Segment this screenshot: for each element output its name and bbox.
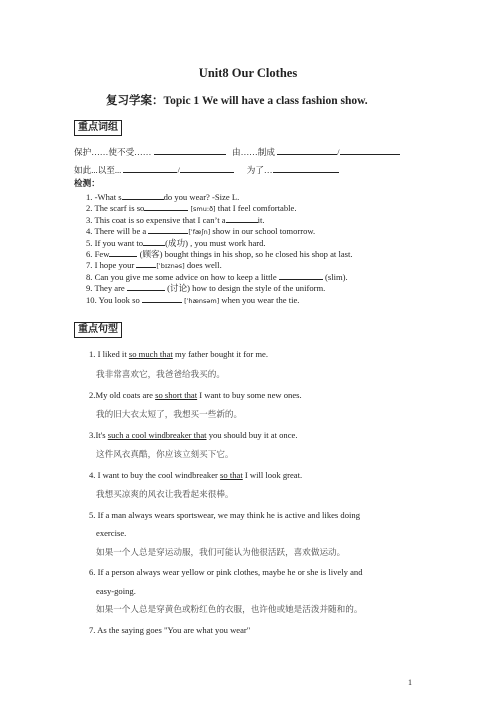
sentence-5-translation: 如果一个人总是穿运动服，我们可能认为他很活跃，喜欢做运动。 xyxy=(96,547,346,557)
exercise-item-10: 10. You look so [ˈhænsəm] when you wear the tie. xyxy=(86,295,300,305)
exercise-item-5: 5. If you want to (成功) , you must work hard. xyxy=(86,238,266,248)
sentence-4: 4. I want to buy the cool windbreaker so that I will look great. xyxy=(89,470,303,480)
phrase-row-2 xyxy=(74,163,339,176)
phrase-so-that: 如此...以至... xyxy=(74,165,122,175)
sentence-4-translation: 我想买凉爽的风衣让我看起来很棒。 xyxy=(96,489,234,499)
page-title: Unit8 Our Clothes xyxy=(198,66,298,80)
section-label-key-sentences: 重点句型 xyxy=(74,322,122,338)
slash: / xyxy=(337,147,340,157)
sentence-7: 7. As the saying goes "You are what you wear" xyxy=(89,625,251,635)
phrase-in-order-to: 为了… xyxy=(246,165,273,175)
blank xyxy=(154,145,226,155)
blank xyxy=(123,163,180,175)
sentence-2-translation: 我的旧大衣太短了，我想买一些新的。 xyxy=(96,409,243,419)
phrase-row-1 xyxy=(74,145,400,158)
exercise-item-8: 8. Can you give me some advice on how to keep a little (slim). xyxy=(86,272,348,282)
exercise-item-2: 2. The scarf is so [smu:ð] that I feel comfortable. xyxy=(86,203,297,213)
exercise-item-4: 4. There will be a [ˈfæʃn] show in our school tomorrow. xyxy=(86,226,316,236)
blank xyxy=(180,163,234,173)
exercise-item-1: 1. -What s do you wear? -Size L. xyxy=(86,192,240,202)
phrase-made-of: 由……制成 xyxy=(231,147,275,157)
section-label-key-phrases: 重点词组 xyxy=(74,120,122,136)
sentence-6-translation: 如果一个人总是穿黄色或粉红色的衣服，也许他或她是活泼并随和的。 xyxy=(96,604,363,614)
sentence-3: 3.It's such a cool windbreaker that you should buy it at once. xyxy=(89,430,298,440)
subtitle-topic: Topic 1 We will have a class fashion show. xyxy=(163,95,368,107)
page-number: 1 xyxy=(408,678,412,687)
exercise-item-7: 7. I hope your [ˈbɪznəs] does well. xyxy=(86,260,222,270)
subtitle-prefix: 复习学案： xyxy=(106,95,164,107)
phrase-protect: 保护……使不受…… xyxy=(74,147,152,157)
sentence-5: 5. If a man always wears sportswear, we may think he is active and likes doing xyxy=(89,510,360,520)
sentence-3-translation: 这件风衣真酷，你应该立刻买下它。 xyxy=(96,449,234,459)
exercise-label: 检测： xyxy=(74,178,100,188)
blank xyxy=(340,145,400,155)
blank xyxy=(273,163,339,173)
sentence-5-continued: exercise. xyxy=(96,528,127,538)
sentence-2: 2.My old coats are so short that I want to buy some new ones. xyxy=(89,390,302,400)
slash: / xyxy=(177,165,180,175)
sentence-1: 1. I liked it so much that my father bought it for me. xyxy=(89,349,269,359)
exercise-item-6: 6. Few (顾客) bought things in his shop, so he closed his shop at last. xyxy=(86,249,353,259)
sentence-6-continued: easy-going. xyxy=(96,586,136,596)
page-subtitle xyxy=(106,92,368,108)
sentence-1-translation: 我非常喜欢它，我爸爸给我买的。 xyxy=(96,369,225,379)
exercise-item-9: 9. They are (讨论) how to design the style of the uniform. xyxy=(86,283,326,293)
exercise-item-3: 3. This coat is so expensive that I can’t a it. xyxy=(86,215,265,225)
sentence-6: 6. If a person always wear yellow or pink clothes, maybe he or she is lively and xyxy=(89,567,363,577)
blank xyxy=(277,145,340,157)
